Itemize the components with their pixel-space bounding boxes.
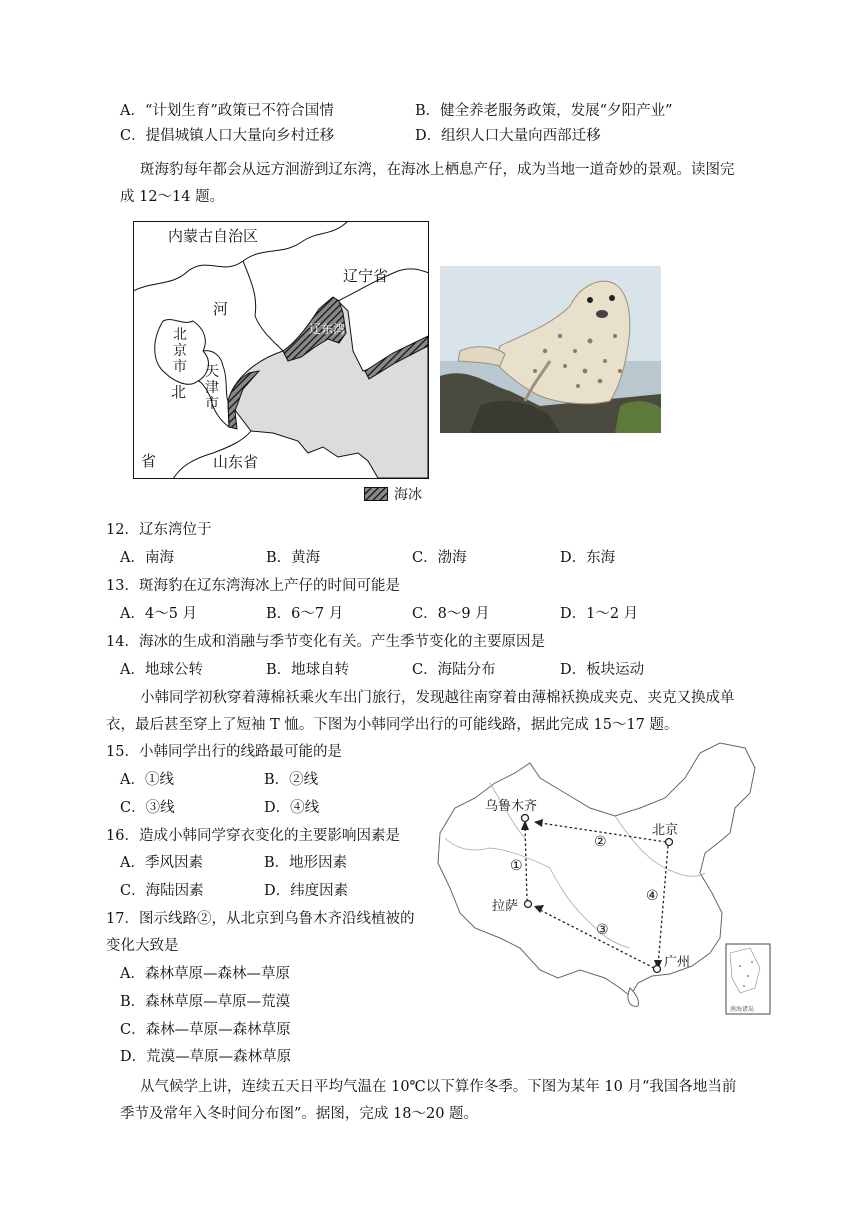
q14-option-a: A．地球公转	[120, 662, 203, 678]
q13-option-a: A．4～5 月	[120, 606, 198, 622]
sea-ice-legend-swatch	[364, 487, 388, 501]
q14-option-d: D．板块运动	[560, 662, 645, 678]
map1-label-bei: 北	[171, 383, 187, 401]
outro-line2: 季节及常年入冬时间分布图”。据图，完成 18～20 题。	[120, 1106, 479, 1122]
q15-stem: 15．小韩同学出行的线路最可能的是	[106, 744, 342, 760]
city-urumqi: 乌鲁木齐	[485, 799, 538, 814]
q17-option-c: C．森林—草原—森林草原	[120, 1022, 291, 1038]
q15-option-a: A．①线	[120, 772, 174, 788]
q12-option-b: B．黄海	[266, 550, 321, 566]
map1-label-neimenggu: 内蒙古自治区	[168, 227, 259, 245]
q14-stem: 14．海冰的生成和消融与季节变化有关。产生季节变化的主要原因是	[106, 634, 545, 650]
q16-option-d: D．纬度因素	[264, 883, 349, 899]
q16-option-c: C．海陆因素	[120, 883, 204, 899]
q14-option-b: B．地球自转	[266, 662, 350, 678]
q11-option-b: B．健全养老服务政策，发展“夕阳产业”	[415, 103, 673, 119]
q17-option-d: D．荒漠—草原—森林草原	[120, 1049, 292, 1065]
q12-stem: 12．辽东湾位于	[106, 522, 212, 538]
seal-photo	[440, 266, 661, 433]
q12-option-d: D．东海	[560, 550, 616, 566]
q16-stem: 16．造成小韩同学穿衣变化的主要影响因素是	[106, 828, 400, 844]
china-route-map	[430, 738, 778, 1020]
q15-option-c: C．③线	[120, 800, 175, 816]
q17-option-a: A．森林草原—森林—草原	[120, 966, 290, 982]
q15-option-d: D．④线	[264, 800, 320, 816]
q11-option-d: D．组织人口大量向西部迁移	[415, 128, 601, 144]
map1-label-tianjin-1: 天	[205, 364, 219, 380]
q12-option-a: A．南海	[120, 550, 174, 566]
sea-ice-legend	[364, 484, 422, 504]
outro-line1: 从气候学上讲，连续五天日平均气温在 10℃以下算作冬季。下图为某年 10 月“我国各地当前	[140, 1079, 737, 1095]
city-guangzhou: 广州	[664, 955, 691, 970]
q17-stem-line2: 变化大致是	[106, 938, 179, 954]
travel-intro-line1: 小韩同学初秋穿着薄棉袄乘火车出门旅行，发现越往南穿着由薄棉袄换成夹克、夹克又换成单	[140, 690, 735, 706]
map1-label-liaoning: 辽宁省	[343, 267, 389, 285]
route-1-label: ①	[510, 858, 523, 874]
city-lhasa: 拉萨	[492, 899, 519, 914]
q12-option-c: C．渤海	[412, 550, 467, 566]
map1-label-sheng: 省	[141, 452, 157, 470]
map1-label-liaodongwan: 辽东湾	[309, 322, 346, 336]
q17-stem-line1: 17．图示线路②，从北京到乌鲁木齐沿线植被的	[106, 911, 415, 927]
q11-option-c: C．提倡城镇人口大量向乡村迁移	[120, 128, 335, 144]
map1-label-tianjin-2: 津	[205, 380, 219, 396]
bohai-map	[133, 221, 429, 479]
city-beijing: 北京	[652, 823, 679, 838]
q14-option-c: C．海陆分布	[412, 662, 496, 678]
q16-option-b: B．地形因素	[264, 855, 348, 871]
seal-intro-line2: 成 12～14 题。	[120, 189, 225, 205]
route-2-label: ②	[594, 834, 607, 850]
map1-label-beijing-1: 北	[173, 327, 187, 343]
q11-option-a: A．“计划生育”政策已不符合国情	[120, 103, 334, 119]
route-3-label: ③	[596, 922, 609, 938]
travel-intro-line2: 衣，最后甚至穿上了短袖 T 恤。下图为小韩同学出行的可能线路，据此完成 15～17 题。	[106, 717, 679, 733]
map1-label-tianjin-3: 市	[205, 396, 219, 412]
q13-option-c: C．8～9 月	[412, 606, 490, 622]
map1-label-beijing-3: 市	[173, 359, 187, 375]
inset-label: 南海诸岛	[730, 1006, 755, 1013]
q15-option-b: B．②线	[264, 772, 319, 788]
q13-stem: 13．斑海豹在辽东湾海冰上产仔的时间可能是	[106, 578, 400, 594]
q17-option-b: B．森林草原—草原—荒漠	[120, 994, 291, 1010]
map1-label-he: 河	[213, 300, 229, 318]
q16-option-a: A．季风因素	[120, 855, 203, 871]
sea-ice-legend-label: 海冰	[394, 487, 422, 503]
seal-intro-line1: 斑海豹每年都会从远方洄游到辽东湾，在海冰上栖息产仔，成为当地一道奇妙的景观。读图完	[140, 162, 735, 178]
china-outline	[438, 743, 755, 996]
map1-label-shandong: 山东省	[213, 453, 259, 471]
q13-option-b: B．6～7 月	[266, 606, 344, 622]
q13-option-d: D．1～2 月	[560, 606, 639, 622]
route-4-label: ④	[646, 888, 659, 904]
map1-label-beijing-2: 京	[173, 343, 187, 359]
